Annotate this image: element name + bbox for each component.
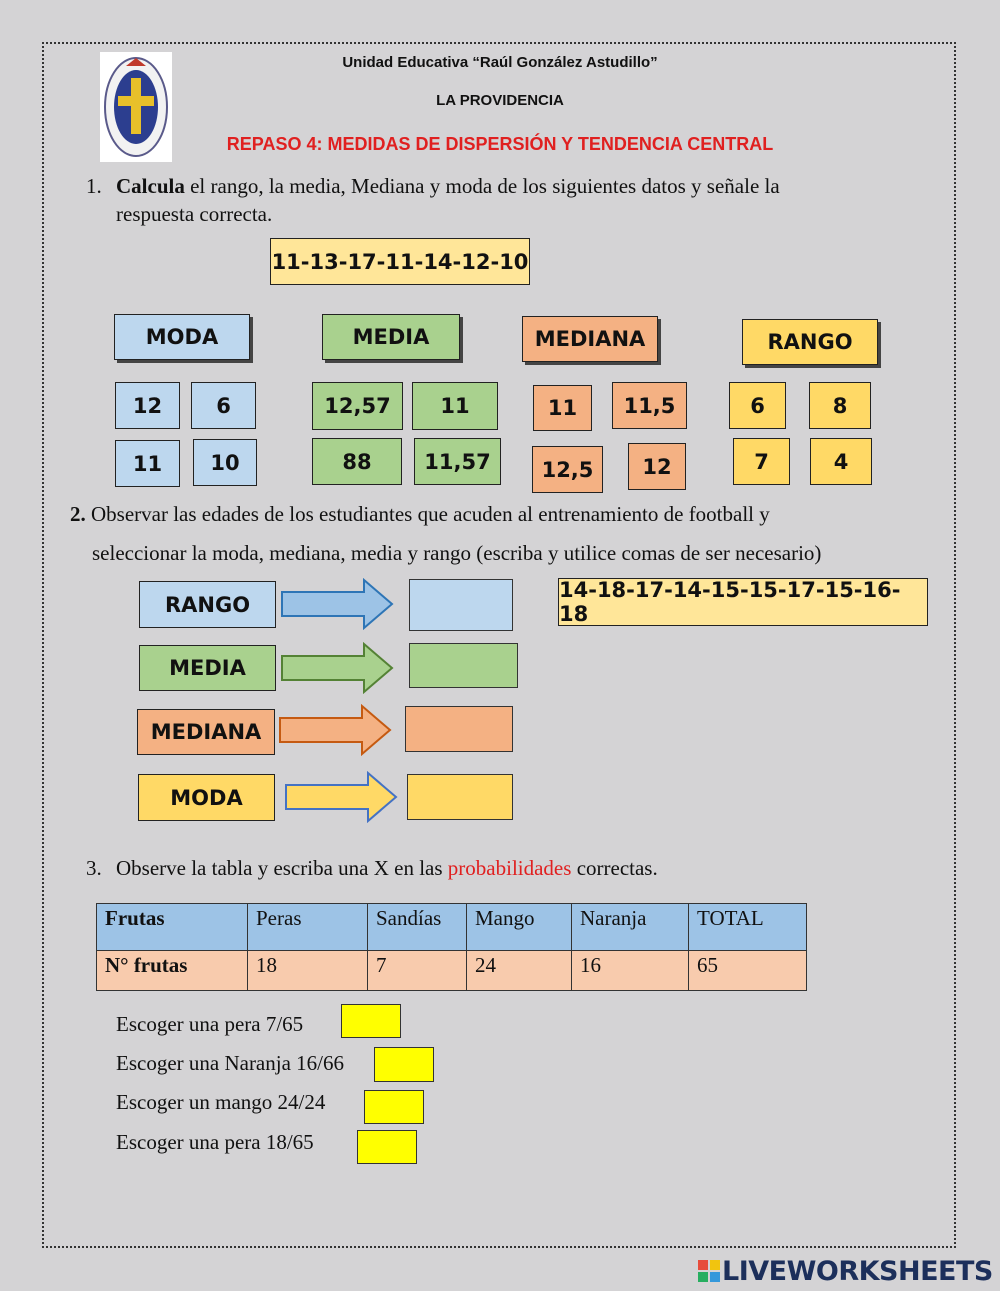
q3-option-label: Escoger una pera 7/65	[116, 1012, 304, 1036]
q3-option-label: Escoger una pera 18/65	[116, 1130, 314, 1154]
q2-prompt	[70, 500, 870, 528]
fruits-table	[96, 903, 807, 991]
q2-label-media: MEDIA	[139, 645, 276, 691]
q1-option-rango[interactable]: 7	[733, 438, 790, 485]
table-cell: Mango	[467, 904, 572, 951]
q3-answer-box[interactable]	[357, 1130, 417, 1164]
q2-number: 2.	[70, 502, 86, 526]
q1-label-media: MEDIA	[322, 314, 460, 360]
q1-option-mediana[interactable]: 11	[533, 385, 592, 431]
brand-name[interactable]: LIVEWORKSHEETS	[722, 1256, 993, 1287]
table-header-row	[97, 904, 807, 951]
q1-option-media[interactable]: 11,57	[414, 438, 501, 485]
table-cell: 7	[368, 951, 467, 991]
table-cell: Naranja	[572, 904, 689, 951]
q1-option-rango[interactable]: 6	[729, 382, 786, 429]
q3-text-after: correctas.	[571, 856, 658, 880]
arrow-right-icon	[280, 642, 396, 694]
school-name: Unidad Educativa “Raúl González Astudillo”	[342, 54, 658, 71]
table-cell: 24	[467, 951, 572, 991]
q1-option-mediana[interactable]: 12	[628, 443, 686, 490]
q1-option-media[interactable]: 12,57	[312, 382, 403, 430]
q2-prompt-line2: seleccionar la moda, mediana, media y rango (escriba y utilice comas de ser necesario)	[92, 541, 822, 565]
q1-option-rango[interactable]: 4	[810, 438, 872, 485]
q1-text: el rango, la media, Mediana y moda de los siguientes datos y señale la	[184, 174, 780, 198]
q3-number: 3.	[86, 856, 102, 880]
q2-label-rango: RANGO	[139, 581, 276, 628]
table-cell: 65	[689, 951, 807, 991]
table-cell: Sandías	[368, 904, 467, 951]
q1-option-rango[interactable]: 8	[809, 382, 871, 429]
q1-option-moda[interactable]: 11	[115, 440, 180, 487]
q1-option-moda[interactable]: 10	[193, 439, 257, 486]
table-cell: N° frutas	[97, 951, 248, 991]
q2-label-moda: MODA	[138, 774, 275, 821]
liveworksheets-logo-icon	[698, 1260, 720, 1282]
q3-highlight: probabilidades	[447, 856, 572, 880]
arrow-right-icon	[278, 704, 394, 756]
q2-answer-mediana[interactable]	[405, 706, 513, 752]
table-cell: TOTAL	[689, 904, 807, 951]
q2-answer-media[interactable]	[409, 643, 518, 688]
q2-label-mediana: MEDIANA	[137, 709, 275, 755]
q3-option-label: Escoger un mango 24/24	[116, 1090, 326, 1114]
school-logo	[100, 52, 172, 162]
q1-prompt-line2: respuesta correcta.	[116, 202, 273, 226]
q1-option-media[interactable]: 88	[312, 438, 402, 485]
q1-label-rango: RANGO	[742, 319, 878, 365]
q2-answer-rango[interactable]	[409, 579, 513, 631]
q3-answer-box[interactable]	[374, 1047, 434, 1082]
table-cell: Peras	[248, 904, 368, 951]
q3-answer-box[interactable]	[341, 1004, 401, 1038]
q3-answer-box[interactable]	[364, 1090, 424, 1124]
arrow-right-icon	[280, 578, 396, 630]
q1-bold: Calcula	[116, 174, 185, 198]
q2-dataset: 14-18-17-14-15-15-17-15-16-18	[558, 578, 928, 626]
q2-text: Observar las edades de los estudiantes que acuden al entrenamiento de football y	[91, 502, 770, 526]
table-cell: Frutas	[97, 904, 248, 951]
q1-label-moda: MODA	[114, 314, 250, 360]
q2-answer-moda[interactable]	[407, 774, 513, 820]
q1-number: 1.	[86, 174, 102, 198]
arrow-right-icon	[284, 771, 400, 823]
q1-option-media[interactable]: 11	[412, 382, 498, 430]
school-subtitle: LA PROVIDENCIA	[436, 92, 564, 109]
q1-option-mediana[interactable]: 12,5	[532, 446, 603, 493]
q1-dataset: 11-13-17-11-14-12-10	[270, 238, 530, 285]
q1-label-mediana: MEDIANA	[522, 316, 658, 362]
q1-option-moda[interactable]: 12	[115, 382, 180, 429]
q3-text-before: Observe la tabla y escriba una X en las	[116, 856, 448, 880]
q1-prompt	[116, 172, 876, 200]
q1-option-mediana[interactable]: 11,5	[612, 382, 687, 429]
q1-option-moda[interactable]: 6	[191, 382, 256, 429]
q3-option-label: Escoger una Naranja 16/66	[116, 1051, 344, 1075]
page-title: REPASO 4: MEDIDAS DE DISPERSIÓN Y TENDENCIA CENTRAL	[226, 134, 774, 154]
table-cell: 16	[572, 951, 689, 991]
table-cell: 18	[248, 951, 368, 991]
table-row	[97, 951, 807, 991]
q3-prompt	[116, 854, 658, 882]
